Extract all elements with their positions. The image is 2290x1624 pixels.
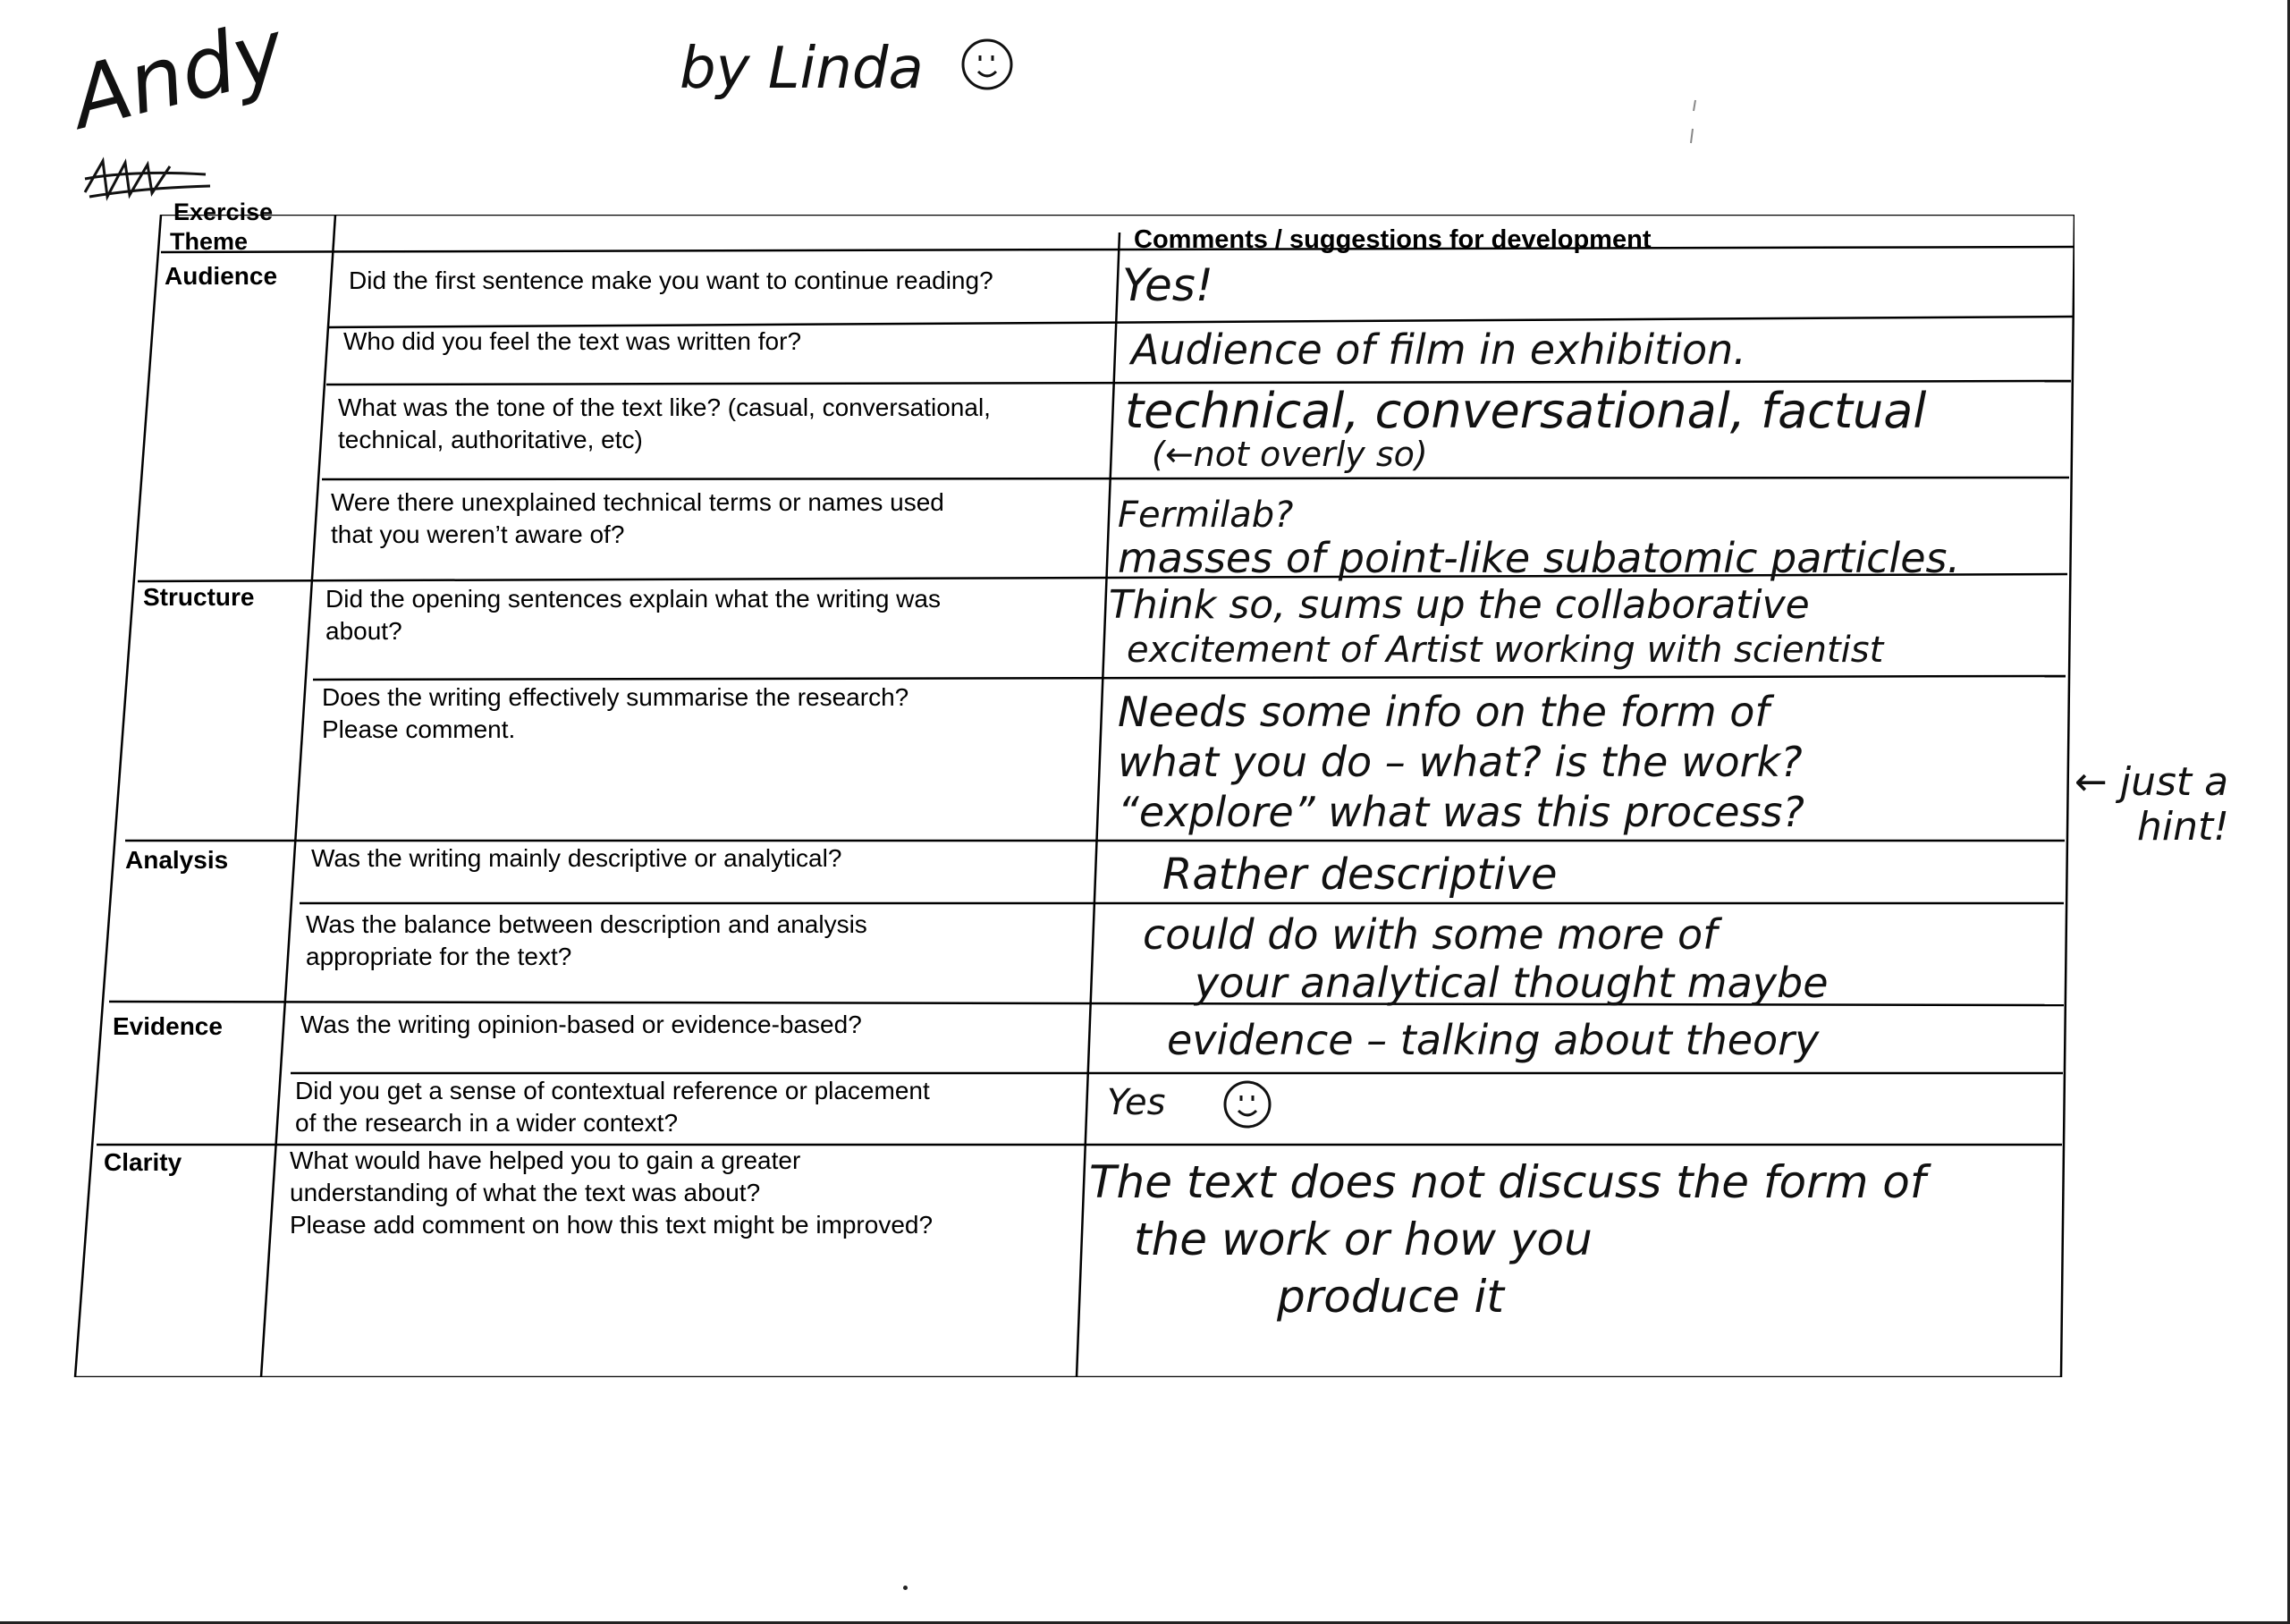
comment-summarise-research: Needs some info on the form of what you do – what? is the work? “explore” what was this process? <box>1118 688 1804 836</box>
comment-balance: could do with some more of your analytical thought maybe <box>1143 910 1829 1007</box>
question-opinion-evidence: Was the writing opinion-based or evidence-based? <box>300 1011 862 1038</box>
stray-pen-mark <box>1688 98 1699 152</box>
header-theme: Theme <box>170 228 249 255</box>
comment-written-for: Audience of film in exhibition. <box>1131 326 1746 374</box>
question-improvement: What would have helped you to gain a greater understanding of what the text was about? Please add comment on how this text might be improved? <box>290 1146 934 1239</box>
comment-opinion-evidence: evidence – talking about theory <box>1167 1016 1820 1064</box>
question-first-sentence: Did the first sentence make you want to continue reading? <box>349 266 993 294</box>
smiley-face-icon <box>1221 1078 1274 1131</box>
exercise-label: Exercise <box>173 199 274 225</box>
comment-tone: technical, conversational, factual (←not overly so) <box>1125 383 1927 474</box>
question-written-for: Who did you feel the text was written for? <box>343 327 802 355</box>
comment-opening-sentences: Think so, sums up the collaborative excitement of Artist working with scientist <box>1109 582 1884 671</box>
comment-improvement: The text does not discuss the form of the work or how you produce it <box>1089 1156 1926 1323</box>
theme-audience: Audience <box>165 262 278 290</box>
theme-clarity: Clarity <box>104 1148 182 1176</box>
question-balance: Was the balance between description and analysis appropriate for the text? <box>306 910 867 970</box>
margin-note: ← just a hint! <box>2075 759 2229 850</box>
crossed-out-scribble <box>80 152 215 206</box>
comment-contextual-reference: Yes <box>1107 1082 1166 1123</box>
comment-descriptive-analytical: Rather descriptive <box>1162 850 1558 900</box>
header-comments: Comments / suggestions for development <box>1134 225 1652 254</box>
theme-evidence: Evidence <box>113 1012 223 1040</box>
theme-analysis: Analysis <box>125 846 229 874</box>
theme-structure: Structure <box>143 583 255 611</box>
question-summarise-research: Does the writing effectively summarise the research? Please comment. <box>322 683 909 743</box>
question-contextual-reference: Did you get a sense of contextual reference or placement of the research in a wider context? <box>295 1077 930 1137</box>
comment-first-sentence: Yes! <box>1122 259 1213 311</box>
question-opening-sentences: Did the opening sentences explain what the writing was about? <box>325 585 941 645</box>
smiley-face-icon <box>959 36 1016 93</box>
question-technical-terms: Were there unexplained technical terms or names used that you weren’t aware of? <box>331 488 944 548</box>
comment-technical-terms: Fermilab? masses of point-like subatomic particles. <box>1118 495 1961 582</box>
handwritten-name: Andy <box>63 2 294 148</box>
question-tone: What was the tone of the text like? (casual, conversational, technical, authoritative, etc) <box>338 393 991 453</box>
stray-dot <box>903 1586 908 1590</box>
handwritten-byline: by Linda <box>680 36 924 102</box>
question-descriptive-analytical: Was the writing mainly descriptive or analytical? <box>311 844 842 872</box>
